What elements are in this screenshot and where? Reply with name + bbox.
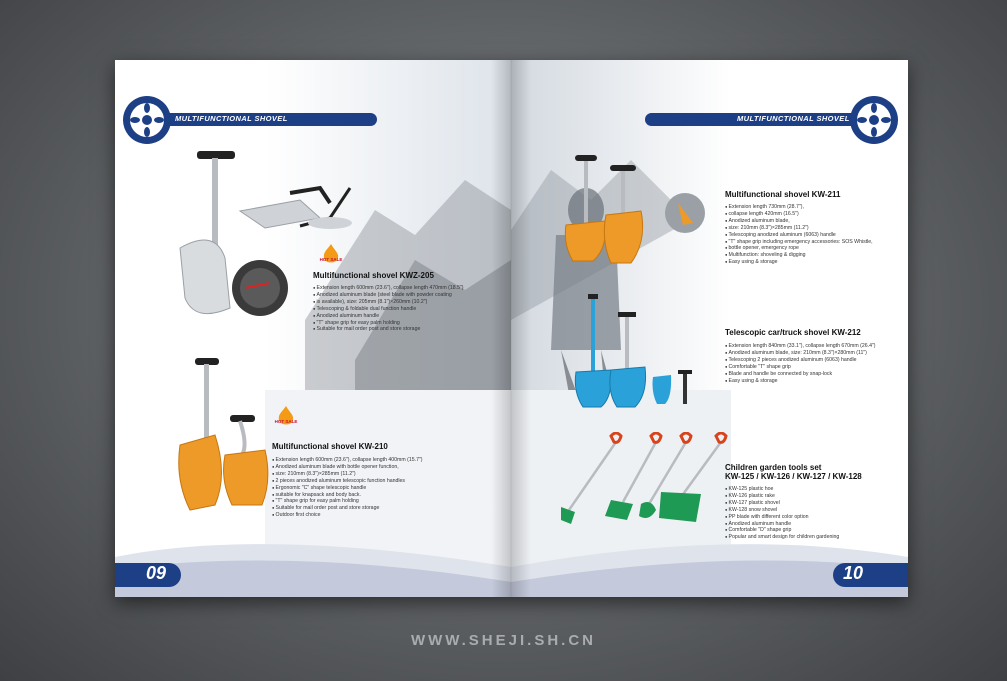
watermark-text: WWW.SHEJI.SH.CN bbox=[410, 632, 596, 649]
page-number-right: 10 bbox=[843, 563, 864, 583]
header-banner-left-text: MULTIFUNCTIONAL SHOVEL bbox=[175, 114, 288, 123]
spec-item: ● collapse length 420mm (16.5") bbox=[725, 211, 873, 218]
brochure-spread bbox=[115, 60, 908, 597]
shovel-kw-212-images bbox=[573, 292, 703, 410]
spec-item: ● Multifunction: shoveling & digging bbox=[725, 252, 873, 259]
spec-item: ● Anodized aluminum blade (steel blade with powder coating bbox=[313, 292, 464, 299]
product-title-kw-212: Telescopic car/truck shovel KW-212 bbox=[725, 328, 861, 337]
page-number-left: 09 bbox=[146, 563, 167, 583]
spec-item: ● Anodized aluminum blade with bottle opener function, bbox=[272, 464, 423, 471]
shovel-kw-210-images bbox=[170, 355, 280, 520]
product-title-kwz-205: Multifunctional shovel KWZ-205 bbox=[313, 271, 434, 280]
spec-item: ● Easy using & storage bbox=[725, 378, 876, 385]
spec-item: ● Comfortable "D" shape grip bbox=[725, 527, 839, 534]
spec-item: ● KW-127 plastic shovel bbox=[725, 500, 839, 507]
spec-list-kw-212 bbox=[725, 343, 876, 384]
svg-text:HOT SALE: HOT SALE bbox=[274, 419, 298, 424]
spec-item: ● size: 210mm (8.3")×285mm (11.2") bbox=[725, 225, 873, 232]
spec-list-kw-211 bbox=[725, 204, 873, 266]
spec-item: ● Extension length 600mm (23.6"), collapse length 470mm (18.5") bbox=[313, 285, 464, 292]
spec-item: ● Anodized aluminum handle bbox=[313, 313, 464, 320]
shovel-kw-211-images bbox=[563, 153, 708, 268]
spec-item: ● KW-125 plastic hoe bbox=[725, 486, 839, 493]
spec-item: ● Anodized aluminum blade, bbox=[725, 218, 873, 225]
spec-item: ● Anodized aluminum blade, size: 210mm (8.3")×280mm (11") bbox=[725, 350, 876, 357]
spec-item: ● Telescoping anodized aluminum (6063) handle bbox=[725, 232, 873, 239]
spec-item: ● Blade and handle be connected by snap-lock bbox=[725, 371, 876, 378]
spec-item: ● Popular and smart design for children gardening bbox=[725, 534, 839, 541]
product-title-garden-tools: Children garden tools set bbox=[725, 463, 822, 472]
spec-item: ● is available), size: 205mm (8.1")×260mm (10.2") bbox=[313, 299, 464, 306]
spec-item: ● PP blade with different color option bbox=[725, 514, 839, 521]
spec-item: ● Extension length 840mm (33.1"), collapse length 670mm (26.4") bbox=[725, 343, 876, 350]
spec-item: ● Telescoping 2 pieces anodized aluminum (6063) handle bbox=[725, 357, 876, 364]
spec-item: ● Ergonomic "C" shape telescopic handle bbox=[272, 485, 423, 492]
svg-text:HOT SALE: HOT SALE bbox=[319, 257, 343, 262]
tire-wheel-icon bbox=[122, 95, 172, 145]
hot-sale-badge-icon bbox=[318, 243, 344, 267]
spec-item: ● size: 210mm (8.3")×285mm (11.2") bbox=[272, 471, 423, 478]
spec-list-kwz-205 bbox=[313, 285, 464, 333]
spec-item: ● Comfortable "T" shape grip bbox=[725, 364, 876, 371]
spec-item: ● "T" shape grip including emergency accessories: SOS Whistle, bbox=[725, 239, 873, 246]
spec-item: ● Extension length 600mm (23.6"), collapse length 400mm (15.7") bbox=[272, 457, 423, 464]
spec-item: ● Suitable for mail order post and store storage bbox=[313, 326, 464, 333]
spec-item: ● Extension length 730mm (28.7"), bbox=[725, 204, 873, 211]
product-title-kw-210: Multifunctional shovel KW-210 bbox=[272, 442, 388, 451]
hot-sale-badge-icon bbox=[273, 405, 299, 429]
spec-item: ● bottle opener, emergency rope bbox=[725, 245, 873, 252]
spec-item: ● Telescoping & foldable dual function handle bbox=[313, 306, 464, 313]
product-title-garden-tools-models: KW-125 / KW-126 / KW-127 / KW-128 bbox=[725, 472, 862, 481]
spec-item: ● Easy using & storage bbox=[725, 259, 873, 266]
right-page bbox=[511, 60, 908, 597]
header-banner-right-text: MULTIFUNCTIONAL SHOVEL bbox=[737, 114, 850, 123]
left-page bbox=[115, 60, 511, 597]
spec-item: ● Anodized aluminum handle bbox=[725, 521, 839, 528]
spec-item: ● suitable for knapsack and body back. bbox=[272, 492, 423, 499]
spec-item: ● KW-128 snow shovel bbox=[725, 507, 839, 514]
product-title-kw-211: Multifunctional shovel KW-211 bbox=[725, 190, 841, 199]
spec-item: ● "T" shape grip for easy palm holding bbox=[313, 320, 464, 327]
spec-item: ● 2 pieces anodized aluminum telescopic function handles bbox=[272, 478, 423, 485]
spec-item: ● KW-126 plastic rake bbox=[725, 493, 839, 500]
tire-wheel-icon bbox=[849, 95, 899, 145]
spec-item: ● "T" shape grip for easy palm holding bbox=[272, 498, 423, 505]
spec-item: ● Suitable for mail order post and store storage bbox=[272, 505, 423, 512]
spec-item: ● Outdoor first choice bbox=[272, 512, 423, 519]
